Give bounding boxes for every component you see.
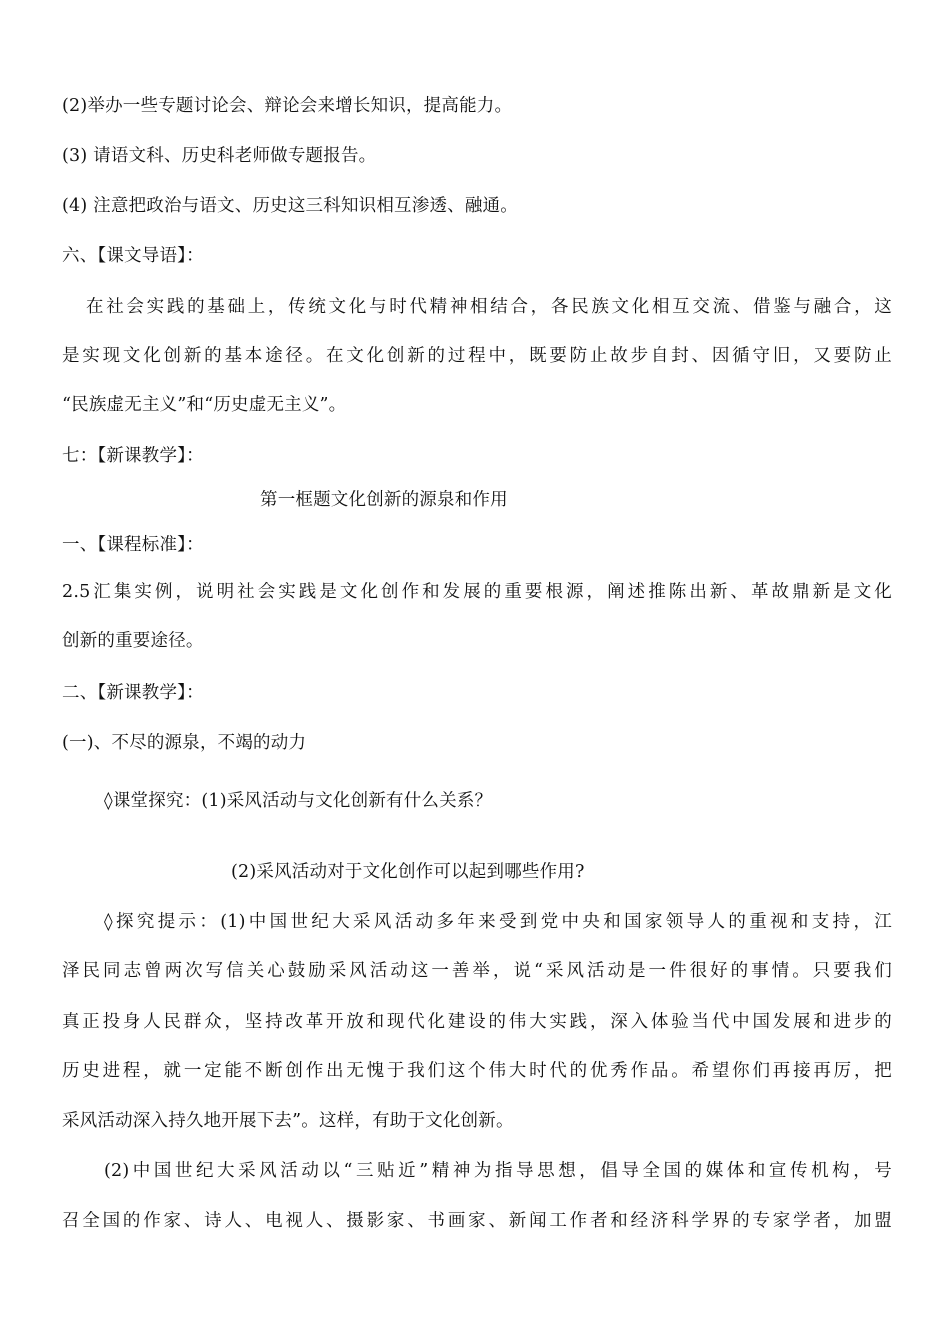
hint-paragraph-line-5: 采风活动深入持久地开展下去”。这样，有助于文化创新。 [62,1111,514,1131]
hint-paragraph-line-1: ◊探究提示：(1)中国世纪大采风活动多年来受到党中央和国家领导人的重视和支持，江 [104,912,892,932]
paragraph-measure-2: (2)举办一些专题讨论会、辩论会来增长知识，提高能力。 [62,96,513,116]
intro-paragraph-line-1: 在社会实践的基础上，传统文化与时代精神相结合，各民族文化相互交流、借鉴与融合，这 [86,297,892,317]
hint-paragraph-line-2: 泽民同志曾两次写信关心鼓励采风活动这一善举，说“采风活动是一件很好的事情。只要我们 [62,961,892,981]
hint2-paragraph-line-2: 召全国的作家、诗人、电视人、摄影家、书画家、新闻工作者和经济科学界的专家学者，加盟 [62,1211,892,1231]
heading-curriculum-standard: 一、【课程标准】： [62,535,204,555]
inquiry-question-2: (2)采风活动对于文化创作可以起到哪些作用? [231,862,585,882]
section-heading-6: 六、【课文导语】： [62,246,204,266]
subheading-source-and-power: (一)、不尽的源泉，不竭的动力 [62,733,307,753]
lesson-title: 第一框题文化创新的源泉和作用 [260,490,508,510]
hint-paragraph-line-3: 真正投身人民群众，坚持改革开放和现代化建设的伟大实践，深入体验当代中国发展和进步的 [62,1012,892,1032]
heading-new-lesson: 二、【新课教学】： [62,683,204,703]
hint-paragraph-line-4: 历史进程，就一定能不断创作出无愧于我们这个伟大时代的优秀作品。希望你们再接再厉，把 [62,1061,892,1081]
intro-paragraph-line-3: “民族虚无主义”和“历史虚无主义”。 [62,395,347,415]
standard-line-1: 2.5汇集实例，说明社会实践是文化创作和发展的重要根源，阐述推陈出新、革故鼎新是文化 [62,582,892,602]
standard-line-2: 创新的重要途径。 [62,631,204,651]
intro-paragraph-line-2: 是实现文化创新的基本途径。在文化创新的过程中，既要防止故步自封、因循守旧，又要防止 [62,346,892,366]
section-heading-7: 七：【新课教学】： [62,446,204,466]
paragraph-measure-3: (3) 请语文科、历史科老师做专题报告。 [62,146,377,166]
hint2-paragraph-line-1: (2)中国世纪大采风活动以“三贴近”精神为指导思想，倡导全国的媒体和宣传机构，号 [104,1161,892,1181]
paragraph-measure-4: (4) 注意把政治与语文、历史这三科知识相互渗透、融通。 [62,196,518,216]
inquiry-question-1: ◊课堂探究：(1)采风活动与文化创新有什么关系？ [104,791,493,811]
